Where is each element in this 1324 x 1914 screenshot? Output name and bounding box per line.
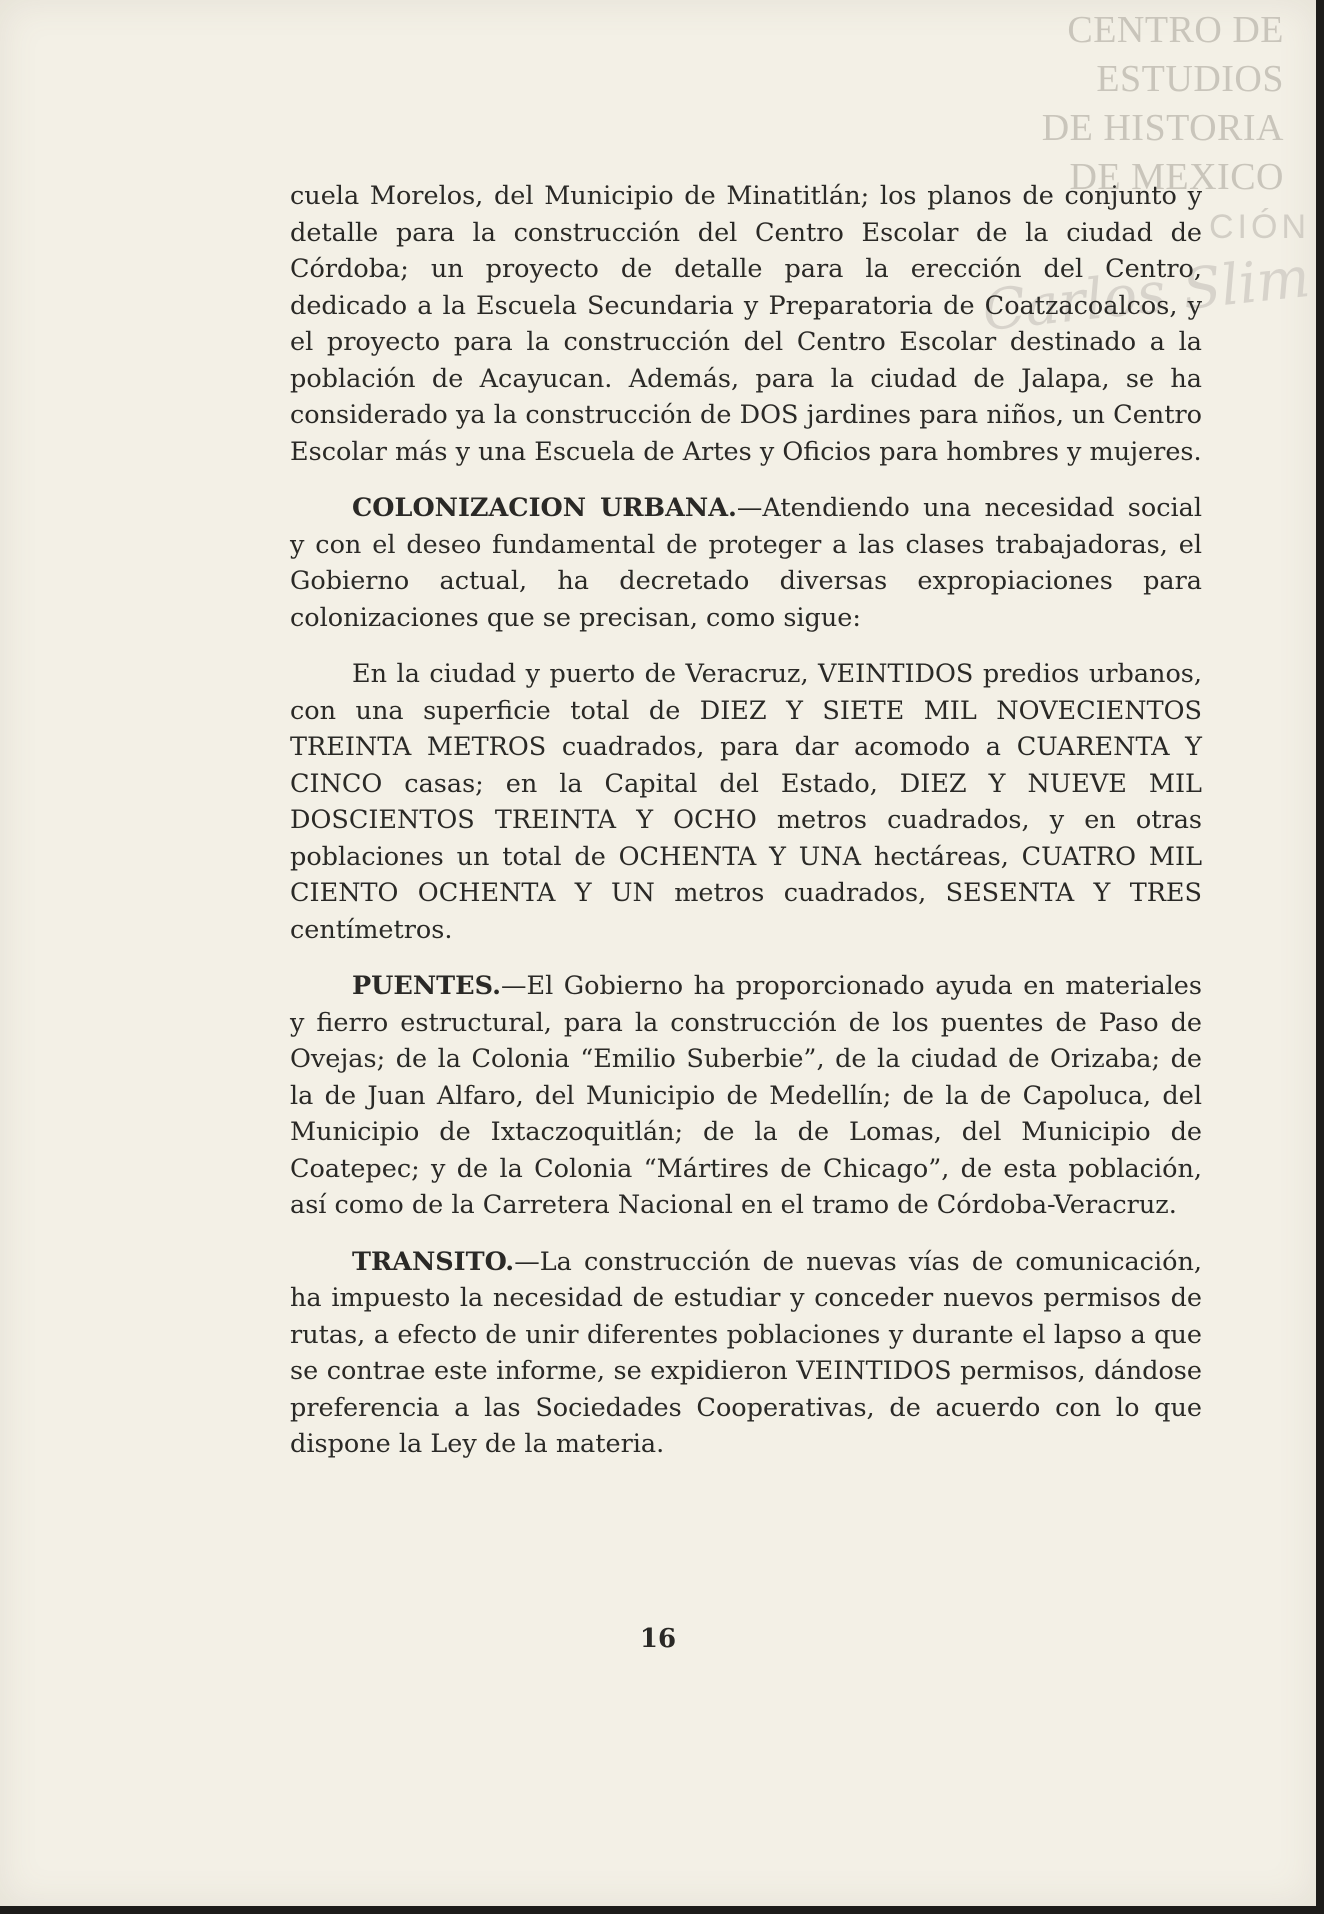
watermark-signature: Carlos Slim (979, 245, 1313, 344)
paragraph-text: En la ciudad y puerto de Veracruz, VEINTIDOS predios urbanos, con una superficie total de DIEZ Y SIETE MIL NOVECIENTOS TREINTA METROS cuadrados, para dar acomodo a CUARENTA Y CINCO casas; en la Capital del Estado, DIEZ Y NUEVE MIL DOSCIENTOS TREINTA Y OCHO metros cuadrados, y en otras poblaciones un total de OCHENTA Y UNA hectáreas, CUATRO MIL CIENTO OCHENTA Y UN metros cuadrados, SESENTA Y TRES centímetros. (290, 659, 1202, 945)
paragraph-text: —El Gobierno ha proporcionado ayuda en materiales y fierro estructural, para la construcción de los puentes de Paso de Ovejas; de la Colonia “Emilio Suberbie”, de la ciudad de Orizaba; de la de Juan Alfaro, del Municipio de Medellín; de la de Capoluca, del Municipio de Ixtaczoquitlán; de la de Lomas, del Municipio de Coatepec; y de la Colonia “Mártires de Chicago”, de esta población, así como de la Carretera Nacional en el tramo de Córdoba-Veracruz. (290, 971, 1202, 1220)
section-heading: TRANSITO. (352, 1246, 515, 1277)
paragraph (290, 178, 1202, 470)
archive-watermark (984, 6, 1284, 202)
paragraph (290, 656, 1202, 948)
body-text (290, 178, 1202, 1483)
watermark-fragment: CIÓN (1209, 208, 1310, 246)
page-number: 16 (639, 1624, 677, 1654)
section-heading: PUENTES. (352, 971, 501, 1001)
paragraph-text: cuela Morelos, del Municipio de Minatitlán; los planos de conjunto y detalle para la construcción del Centro Escolar de la ciudad de Córdoba; un proyecto de detalle para la erección del Centro, dedicado a la Escuela Secundaria y Preparatoria de Coatzacoalcos, y el proyecto para la construcción del Centro Escolar destinado a la población de Acayucan. Además, para la ciudad de Jalapa, se ha considerado ya la construcción de DOS jardines para niños, un Centro Escolar más y una Escuela de Artes y Oficios para hombres y mujeres. (290, 181, 1202, 467)
watermark-line: ESTUDIOS (1096, 58, 1284, 100)
paragraph-text: —La construcción de nuevas vías de comunicación, ha impuesto la necesidad de estudiar y conceder nuevos permisos de rutas, a efecto de unir diferentes poblaciones y durante el lapso a que se contrae este informe, se expidieron VEINTIDOS permisos, dándose preferencia a las Sociedades Cooperativas, de acuerdo con lo que dispone la Ley de la materia. (290, 1246, 1202, 1459)
watermark-line: CENTRO DE (1067, 9, 1284, 51)
watermark-line: DE HISTORIA (1041, 107, 1284, 149)
paragraph-transito (290, 1244, 1202, 1463)
watermark-line: DE MEXICO (1069, 156, 1284, 198)
section-heading: COLONIZACION URBANA. (352, 493, 737, 523)
paragraph-text: —Atendiendo una necesidad social y con el deseo fundamental de proteger a las clases trabajadoras, el Gobierno actual, ha decretado diversas expropiaciones para colonizaciones que se precisan, como sigue: (290, 493, 1202, 633)
paragraph-colonizacion (290, 490, 1202, 636)
paragraph-puentes (290, 968, 1202, 1224)
